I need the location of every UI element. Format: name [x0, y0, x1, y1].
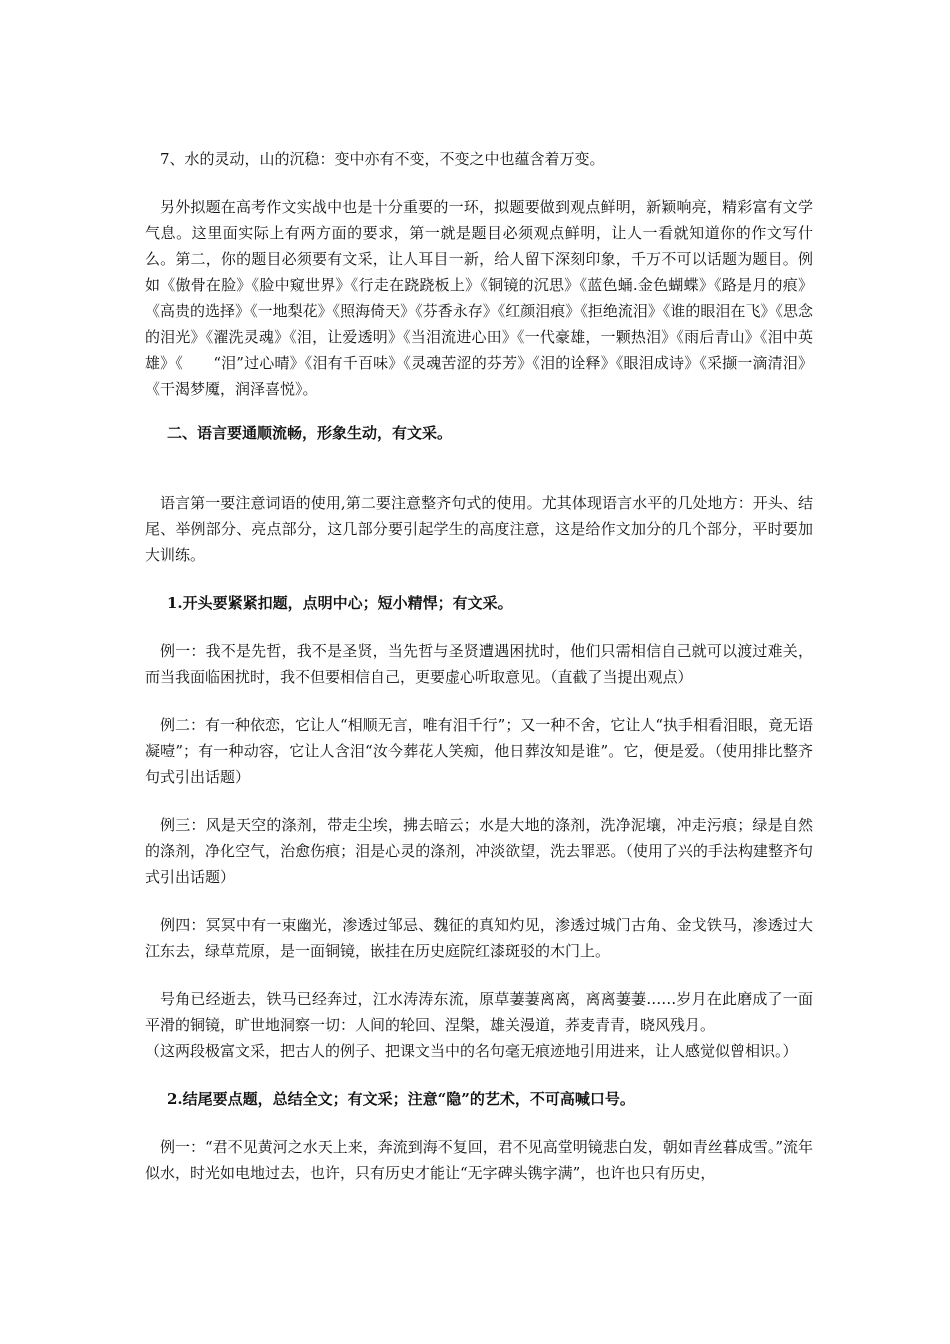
document-page — [145, 146, 813, 1186]
paragraph-example-4-continued: 号角已经逝去，铁马已经奔过，江水涛涛东流，原草萋萋离离，离离萋萋……岁月在此磨成了一面平滑的铜镜，旷世地洞察一切：人间的轮回、涅槃，雄关漫道，荞麦青青，晓风残月。 — [145, 990, 813, 1034]
heading-ending: 2.结尾要点题，总结全文；有文采；注意“隐”的艺术，不可高喊口号。 — [167, 1090, 635, 1108]
heading-opening: 1.开头要紧紧扣题，点明中心；短小精悍；有文采。 — [167, 594, 513, 612]
heading-language: 二、语言要通顺流畅，形象生动，有文采。 — [167, 424, 453, 442]
paragraph-example-1: 例一：我不是先哲，我不是圣贤，当先哲与圣贤遭遇困扰时，他们只需相信自己就可以渡过难关，而当我面临困扰时，我不但要相信自己，更要虚心听取意见。（直截了当提出观点） — [145, 642, 813, 686]
paragraph-language: 语言第一要注意词语的使用,第二要注意整齐句式的使用。尤其体现语言水平的几处地方：开头、结尾、举例部分、亮点部分，这几部分要引起学生的高度注意，这是给作文加分的几个部分，平时要加大训练。 — [145, 494, 813, 564]
paragraph-example-2: 例二：有一种依恋，它让人“相顺无言，唯有泪千行”；又一种不舍，它让人“执手相看泪眼，竟无语凝噎”；有一种动容，它让人含泪“汝今葬花人笑痴，他日葬汝知是谁”。它，便是爱。（使用排比整齐句式引出话题） — [145, 716, 814, 786]
paragraph-example-4-note: （这两段极富文采，把古人的例子、把课文当中的名句毫无痕迹地引用进来，让人感觉似曾相识。） — [145, 1042, 798, 1060]
paragraph-example-4: 例四：冥冥中有一束幽光，渗透过邹忌、魏征的真知灼见，渗透过城门古角、金戈铁马，渗透过大江东去，绿草荒原，是一面铜镜，嵌挂在历史庭院红漆斑驳的木门上。 — [145, 916, 813, 960]
paragraph-water-mountain: 7、水的灵动，山的沉稳：变中亦有不变，不变之中也蕴含着万变。 — [160, 150, 605, 168]
paragraph-example-3: 例三：风是天空的涤剂，带走尘埃，拂去暗云；水是大地的涤剂，洗净泥壤，冲走污痕；绿是自然的涤剂，净化空气，治愈伤痕；泪是心灵的涤剂，冲淡欲望，洗去罪恶。（使用了兴的手法构建整齐句式引出话题） — [145, 816, 813, 886]
paragraph-ending-example-1: 例一：“君不见黄河之水天上来，奔流到海不复回，君不见高堂明镜悲白发，朝如青丝暮成雪。”流年似水，时光如电地过去，也许，只有历史才能让“无字碑头镌字满”，也许也只有历史， — [145, 1138, 813, 1182]
paragraph-title-intro: 另外拟题在高考作文实战中也是十分重要的一环，拟题要做到观点鲜明，新颖响亮，精彩富有文学气息。这里面实际上有两方面的要求，第一就是题目必须观点鲜明，让人一看就知道你的作文写什么。第二，你的题目必须要有文采，让人耳目一新，给人留下深刻印象，千万不可以话题为题目。例如《傲骨在脸》《脸中窥世界》《行走在跷跷板上》《铜镜的沉思》《蓝色蛹.金色蝴蝶》《路是月的痕》《高贵的选择》《一地梨花》《照海倚天》《芬香永存》《红颜泪痕》《拒绝流泪》《谁的眼泪在飞》《思念的泪光》《濯洗灵魂》《泪，让爱透明》《当泪流进心田》《一代豪雄，一颗热泪》《雨后青山》《泪中英雄》《 “泪”过心晴》《泪有千百味》《灵魂苦涩的芬芳》《泪的诠释》《眼泪成诗》《采撷一滴清泪》《干渴梦魇，润泽喜悦》。 — [145, 198, 813, 398]
